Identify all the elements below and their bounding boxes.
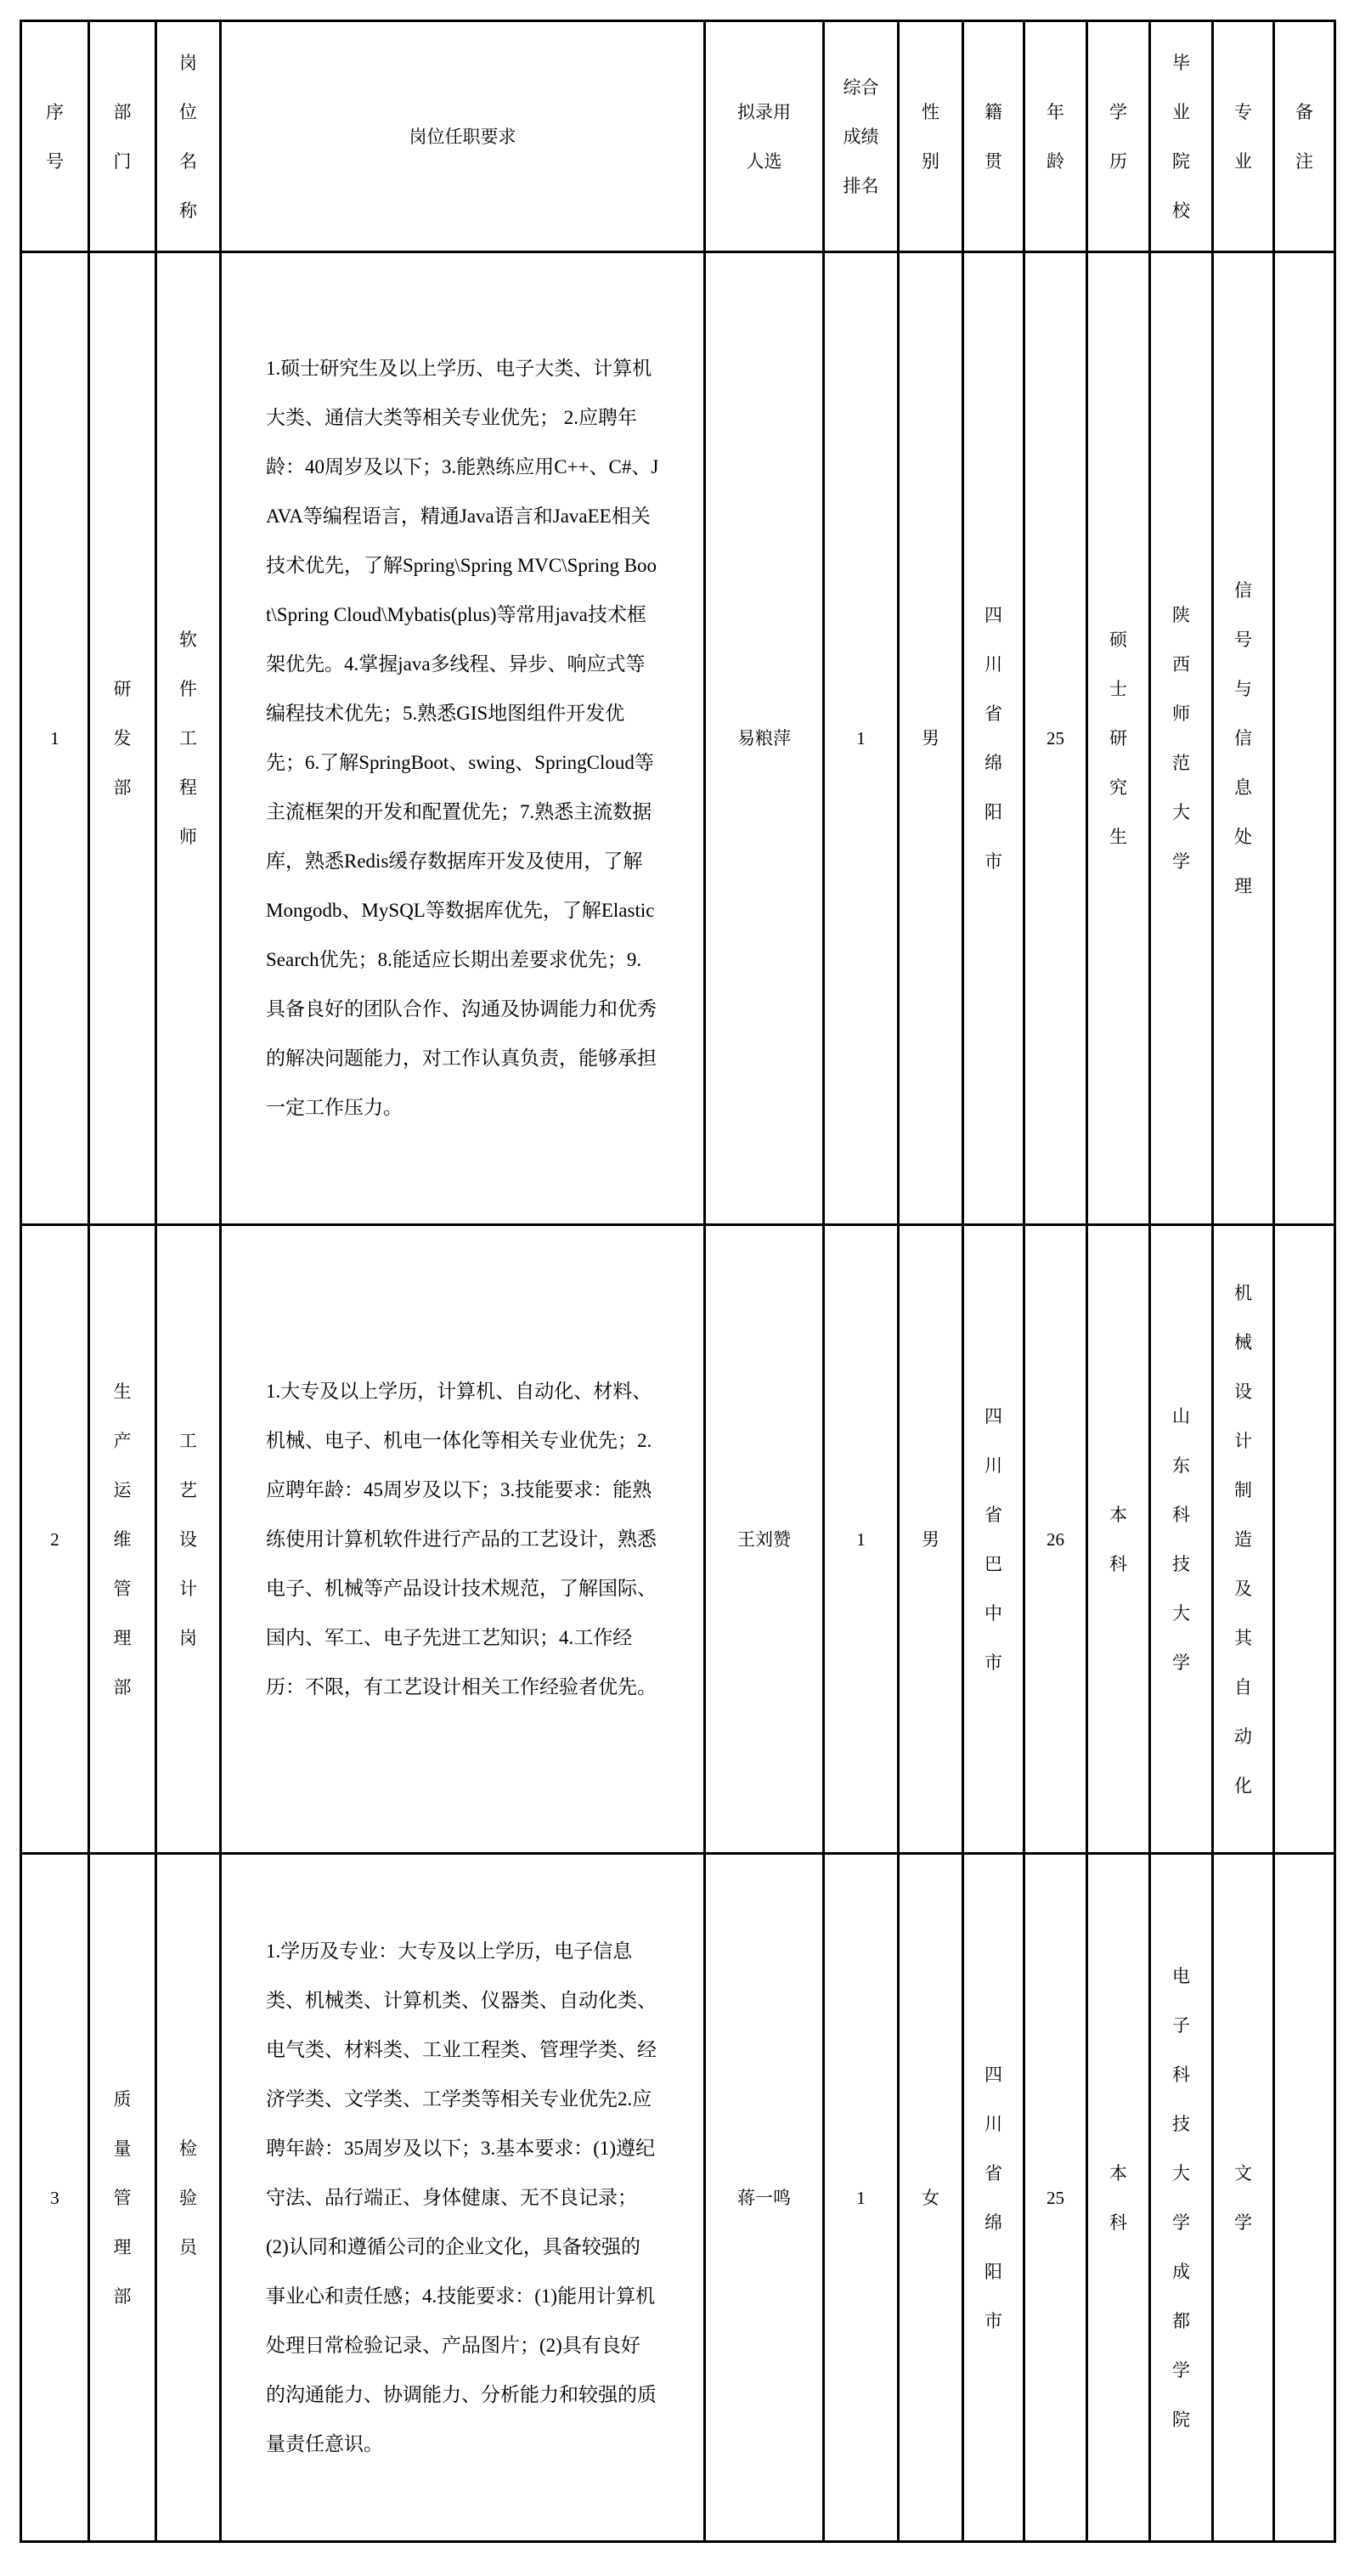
cell-requirements: 1.硕士研究生及以上学历、电子大类、计算机大类、通信大类等相关专业优先； 2.应聘年龄：40周岁及以下；3.能熟练应用C++、C#、JAVA等编程语言，精通Java语言和JavaEE相关技术优先，了解Spring\Spring MVC\Spring Boot\Spring Cloud\Mybatis(plus)等常用java技术框架优先。4.掌握java多线程、异步、响应式等编程技术优先；5.熟悉GIS地图组件开发优先；6.了解SpringBoot、swing、SpringCloud等主流框架的开发和配置优先；7.熟悉主流数据库，熟悉Redis缓存数据库开发及使用，了解Mongodb、MySQL等数据库优先，了解Elastic Search优先；8.能适应长期出差要求优先；9.具备良好的团队合作、沟通及协调能力和优秀的解决问题能力，对工作认真负责，能够承担一定工作压力。 [221,252,705,1225]
cell-school [1150,252,1213,1225]
cell-dept [89,252,156,1225]
cell-major-text: 机械设计制造及其自动化 [1234,1282,1252,1796]
cell-hometown [963,1854,1024,2542]
cell-education-text: 硕士研究生 [1109,630,1127,847]
cell-hometown [963,1225,1024,1854]
header-label-major: 专业 [1234,101,1252,172]
cell-gender: 男 [899,252,963,1225]
header-label-gender: 性别 [922,101,939,172]
header-cell-education [1087,21,1150,252]
table-header-row [21,21,1335,252]
header-label-seq: 序号 [46,101,64,172]
header-cell-hometown [963,21,1024,252]
cell-major-text: 文学 [1234,2162,1252,2233]
header-cell-candidate [705,21,824,252]
cell-hometown-text: 四川省绵阳市 [984,2064,1002,2331]
header-label-education: 学历 [1109,101,1127,172]
cell-major [1213,1225,1274,1854]
cell-remarks [1274,1225,1335,1854]
header-cell-gender [899,21,963,252]
header-cell-position [156,21,221,252]
cell-position [156,1225,221,1854]
cell-dept-text: 研发部 [113,679,132,798]
cell-school [1150,1225,1213,1854]
header-label-position: 岗位名称 [179,52,197,221]
cell-hometown [963,252,1024,1225]
cell-seq: 3 [21,1854,89,2542]
cell-position-text: 软件工程师 [179,630,197,847]
cell-requirements: 1.学历及专业：大专及以上学历，电子信息类、机械类、计算机类、仪器类、自动化类、电气类、材料类、工业工程类、管理学类、经济学类、文学类、工学类等相关专业优先2.应聘年龄：35周岁及以下；3.基本要求：(1)遵纪守法、品行端正、身体健康、无不良记录；(2)认同和遵循公司的企业文化，具备较强的事业心和责任感；4.技能要求：(1)能用计算机处理日常检验记录、产品图片；(2)具有良好的沟通能力、协调能力、分析能力和较强的质量责任意识。 [221,1854,705,2542]
cell-candidate: 蒋一鸣 [705,1854,824,2542]
cell-gender: 男 [899,1225,963,1854]
recruitment-table [20,20,1336,2543]
cell-rank: 1 [824,1854,899,2542]
cell-position [156,1854,221,2542]
cell-education [1087,1225,1150,1854]
table-row [21,1225,1335,1854]
cell-remarks [1274,252,1335,1225]
cell-school [1150,1854,1213,2542]
cell-school-text: 电子科技大学成都学院 [1172,1965,1190,2430]
cell-rank: 1 [824,1225,899,1854]
header-cell-remarks [1274,21,1335,252]
cell-position-text: 工艺设计岗 [179,1430,197,1648]
header-cell-age [1024,21,1087,252]
cell-major [1213,252,1274,1225]
cell-age: 25 [1024,1854,1087,2542]
cell-requirements: 1.大专及以上学历，计算机、自动化、材料、机械、电子、机电一体化等相关专业优先；2.应聘年龄：45周岁及以下；3.技能要求：能熟练使用计算机软件进行产品的工艺设计，熟悉电子、机械等产品设计技术规范，了解国际、国内、军工、电子先进工艺知识；4.工作经历：不限，有工艺设计相关工作经验者优先。 [221,1225,705,1854]
cell-candidate: 王刘赞 [705,1225,824,1854]
header-label-rank: 综合成绩排名 [843,76,879,196]
cell-dept-text: 生产运维管理部 [113,1381,132,1698]
header-label-remarks: 备注 [1295,101,1313,172]
header-cell-major [1213,21,1274,252]
header-cell-school [1150,21,1213,252]
cell-dept [89,1854,156,2542]
cell-age: 25 [1024,252,1087,1225]
table-row [21,252,1335,1225]
cell-education-text: 本科 [1109,2162,1127,2233]
header-label-candidate: 拟录用人选 [737,101,791,172]
cell-hometown-text: 四川省巴中市 [984,1405,1002,1673]
cell-major [1213,1854,1274,2542]
header-cell-seq [21,21,89,252]
header-label-school: 毕业院校 [1172,52,1190,221]
cell-dept-text: 质量管理部 [113,2088,132,2307]
cell-school-text: 山东科技大学 [1172,1405,1190,1673]
cell-position-text: 检验员 [179,2138,197,2257]
cell-education [1087,252,1150,1225]
cell-seq: 2 [21,1225,89,1854]
cell-candidate: 易粮萍 [705,252,824,1225]
cell-school-text: 陕西师范大学 [1172,605,1190,872]
table-row [21,1854,1335,2542]
cell-gender: 女 [899,1854,963,2542]
cell-rank: 1 [824,252,899,1225]
cell-major-text: 信号与信息处理 [1234,580,1252,896]
cell-seq: 1 [21,252,89,1225]
cell-education [1087,1854,1150,2542]
cell-hometown-text: 四川省绵阳市 [984,605,1002,872]
header-label-age: 年龄 [1047,101,1064,172]
header-cell-requirements: 岗位任职要求 [221,21,705,252]
cell-position [156,252,221,1225]
header-cell-rank [824,21,899,252]
cell-dept [89,1225,156,1854]
cell-age: 26 [1024,1225,1087,1854]
header-label-hometown: 籍贯 [984,101,1002,172]
cell-remarks [1274,1854,1335,2542]
cell-education-text: 本科 [1109,1504,1127,1574]
header-cell-dept [89,21,156,252]
header-label-dept: 部门 [113,101,132,172]
